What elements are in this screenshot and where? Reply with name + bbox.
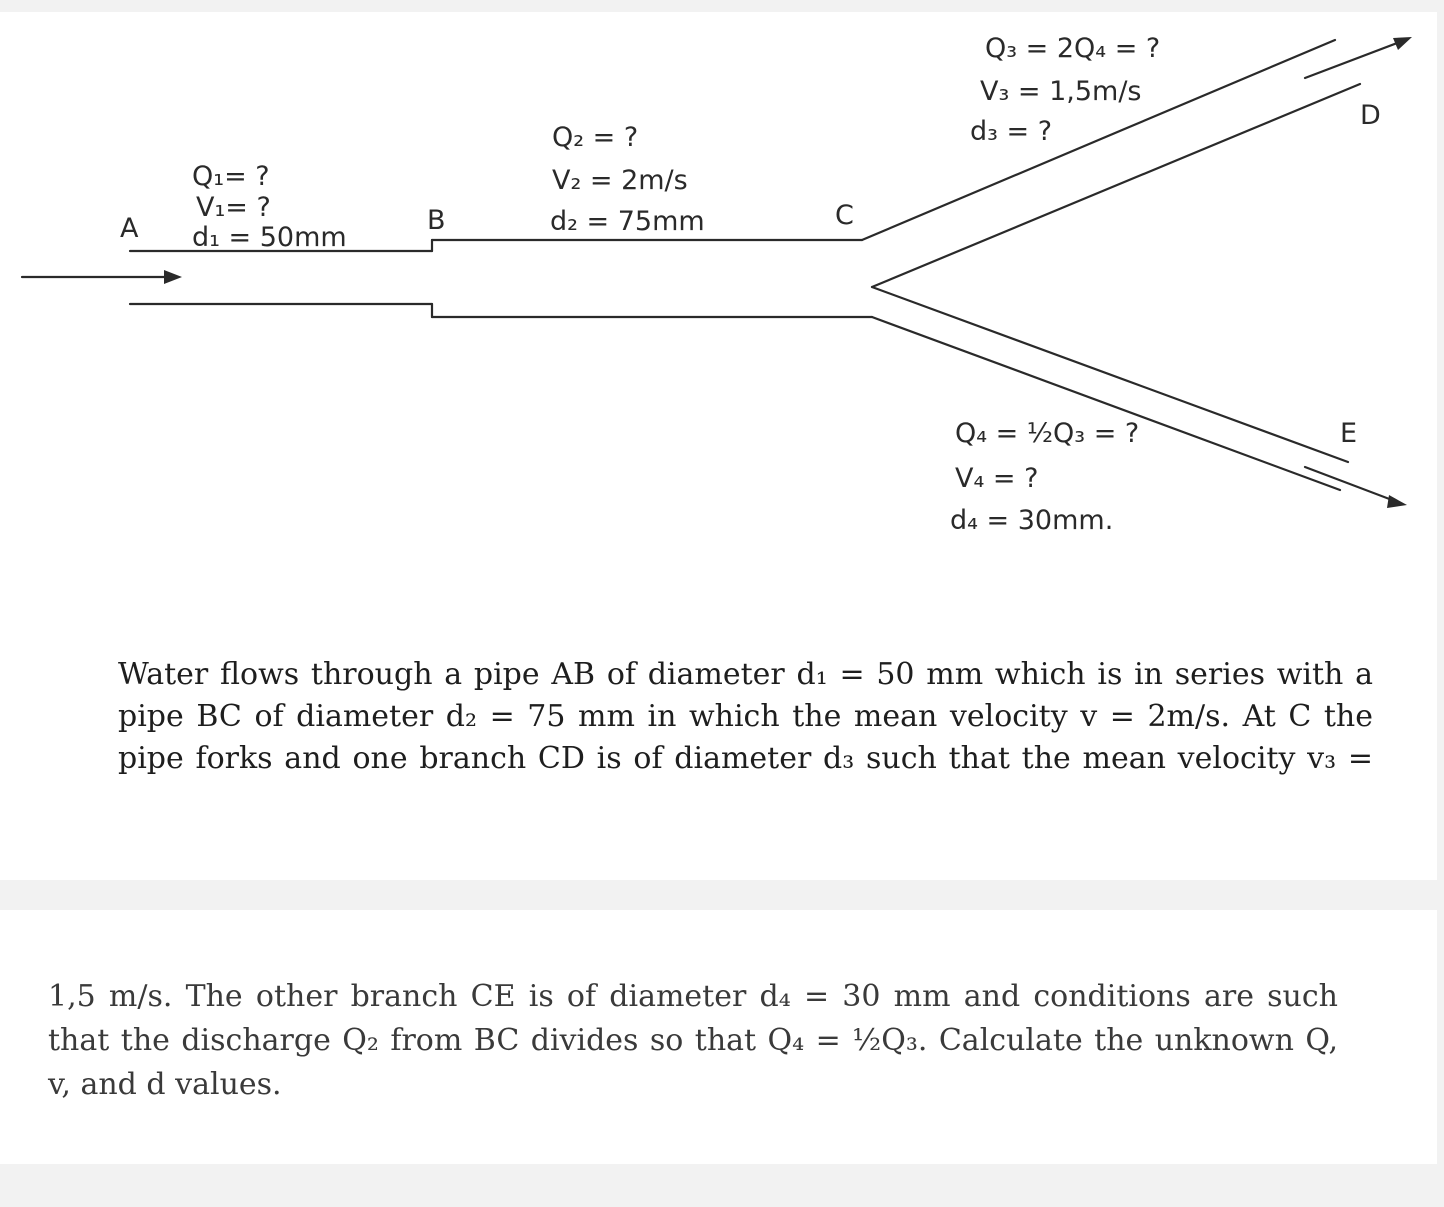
ab-discharge-label: Q₁= ? — [192, 161, 270, 192]
paragraph-1-line-1: Water flows through a pipe AB of diameter d₁ = 50 mm which is in series with a — [118, 657, 1373, 692]
cd-diameter-label: d₃ = ? — [970, 116, 1053, 147]
cd-velocity-label: V₃ = 1,5m/s — [980, 76, 1142, 107]
bc-discharge-label: Q₂ = ? — [552, 122, 639, 153]
cd-discharge-label: Q₃ = 2Q₄ = ? — [985, 33, 1161, 64]
branch-ce-outer-wall — [872, 317, 1340, 494]
outlet-e-flow-arrow — [1305, 467, 1400, 503]
bc-velocity-label: V₂ = 2m/s — [552, 165, 688, 196]
point-a-label: A — [120, 213, 139, 244]
paragraph-2-line-2: that the discharge Q₂ from BC divides so that Q₄ = ½Q₃. Calculate the unknown Q, — [48, 1023, 1338, 1058]
paragraph-1-line-2: pipe BC of diameter d₂ = 75 mm in which the mean velocity v = 2m/s. At C the — [118, 699, 1373, 734]
problem-text-paragraph-2 — [48, 975, 1338, 1107]
ce-diameter-label: d₄ = 30mm. — [950, 505, 1114, 536]
outlet-d-arrowhead — [1393, 37, 1412, 50]
point-c-label: C — [835, 200, 854, 231]
bc-diameter-label: d₂ = 75mm — [550, 206, 705, 237]
paragraph-2-line-1: 1,5 m/s. The other branch CE is of diameter d₄ = 30 mm and conditions are such — [48, 979, 1338, 1014]
inlet-arrowhead — [164, 270, 182, 284]
point-b-label: B — [427, 205, 446, 236]
point-d-label: D — [1360, 100, 1381, 131]
ab-velocity-label: V₁= ? — [196, 192, 271, 223]
problem-text-paragraph-1 — [118, 654, 1373, 780]
point-e-label: E — [1340, 418, 1358, 449]
ab-diameter-label: d₁ = 50mm — [192, 222, 347, 253]
ce-discharge-label: Q₄ = ½Q₃ = ? — [955, 418, 1140, 449]
branch-cd-outer-wall — [862, 40, 1335, 240]
outlet-e-arrowhead — [1387, 495, 1407, 508]
paragraph-2-line-3: v, and d values. — [48, 1067, 282, 1102]
paragraph-1-line-3: pipe forks and one branch CD is of diameter d₃ such that the mean velocity v₃ = — [118, 741, 1373, 776]
ce-velocity-label: V₄ = ? — [955, 463, 1039, 494]
branch-cd-inner-wall — [872, 84, 1360, 287]
